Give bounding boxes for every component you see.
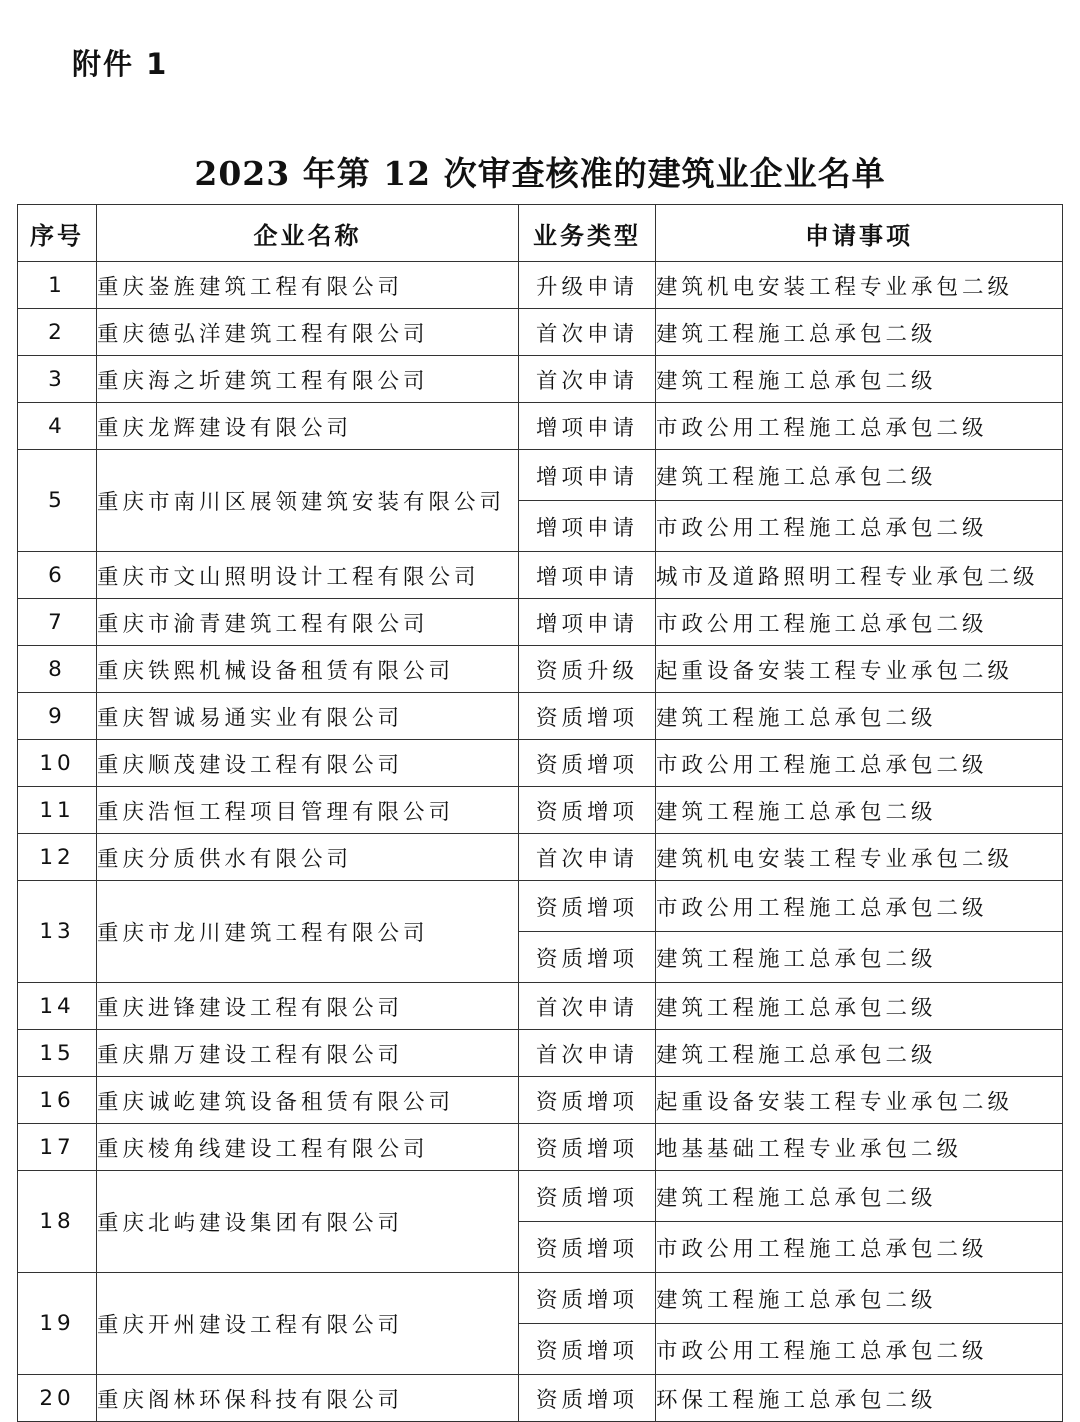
cell-business-type: 首次申请 — [519, 834, 656, 881]
cell-business-type: 增项申请 — [519, 599, 656, 646]
table-row — [18, 450, 1063, 501]
cell-application-item: 建筑工程施工总承包二级 — [656, 787, 1063, 834]
table-row — [18, 599, 1063, 646]
cell-company-name: 重庆市龙川建筑工程有限公司 — [97, 881, 519, 983]
table-header-row — [18, 205, 1063, 262]
cell-application-item: 市政公用工程施工总承包二级 — [656, 501, 1063, 552]
table-row — [18, 1375, 1063, 1422]
cell-company-name: 重庆分质供水有限公司 — [97, 834, 519, 881]
cell-seq: 11 — [18, 787, 97, 834]
cell-business-type: 资质增项 — [519, 1077, 656, 1124]
cell-company-name: 重庆铁熙机械设备租赁有限公司 — [97, 646, 519, 693]
cell-application-item: 起重设备安装工程专业承包二级 — [656, 1077, 1063, 1124]
cell-company-name: 重庆市南川区展领建筑安装有限公司 — [97, 450, 519, 552]
cell-company-name: 重庆进锋建设工程有限公司 — [97, 983, 519, 1030]
cell-seq: 6 — [18, 552, 97, 599]
cell-business-type: 资质增项 — [519, 740, 656, 787]
cell-seq: 17 — [18, 1124, 97, 1171]
table-row — [18, 834, 1063, 881]
cell-application-item: 建筑工程施工总承包二级 — [656, 1030, 1063, 1077]
cell-seq: 18 — [18, 1171, 97, 1273]
cell-company-name: 重庆崟旌建筑工程有限公司 — [97, 262, 519, 309]
cell-company-name: 重庆北屿建设集团有限公司 — [97, 1171, 519, 1273]
table-row — [18, 403, 1063, 450]
table-row — [18, 262, 1063, 309]
cell-seq: 13 — [18, 881, 97, 983]
table-row — [18, 1171, 1063, 1222]
cell-application-item: 环保工程施工总承包二级 — [656, 1375, 1063, 1422]
cell-application-item: 建筑机电安装工程专业承包二级 — [656, 262, 1063, 309]
cell-seq: 8 — [18, 646, 97, 693]
cell-seq: 20 — [18, 1375, 97, 1422]
cell-application-item: 建筑工程施工总承包二级 — [656, 693, 1063, 740]
cell-business-type: 资质增项 — [519, 881, 656, 932]
cell-seq: 14 — [18, 983, 97, 1030]
table-row — [18, 1124, 1063, 1171]
cell-application-item: 建筑机电安装工程专业承包二级 — [656, 834, 1063, 881]
table-row — [18, 740, 1063, 787]
table-row — [18, 552, 1063, 599]
cell-application-item: 建筑工程施工总承包二级 — [656, 309, 1063, 356]
cell-company-name: 重庆市渝青建筑工程有限公司 — [97, 599, 519, 646]
cell-business-type: 资质升级 — [519, 646, 656, 693]
table-row — [18, 646, 1063, 693]
cell-seq: 15 — [18, 1030, 97, 1077]
table-row — [18, 1077, 1063, 1124]
cell-application-item: 建筑工程施工总承包二级 — [656, 932, 1063, 983]
cell-seq: 7 — [18, 599, 97, 646]
enterprise-table — [17, 204, 1063, 1422]
cell-company-name: 重庆开州建设工程有限公司 — [97, 1273, 519, 1375]
table-row — [18, 787, 1063, 834]
cell-business-type: 增项申请 — [519, 501, 656, 552]
cell-application-item: 市政公用工程施工总承包二级 — [656, 1324, 1063, 1375]
cell-business-type: 资质增项 — [519, 1222, 656, 1273]
cell-application-item: 市政公用工程施工总承包二级 — [656, 403, 1063, 450]
cell-business-type: 资质增项 — [519, 787, 656, 834]
cell-application-item: 建筑工程施工总承包二级 — [656, 450, 1063, 501]
cell-company-name: 重庆浩恒工程项目管理有限公司 — [97, 787, 519, 834]
table-row — [18, 983, 1063, 1030]
cell-company-name: 重庆海之圻建筑工程有限公司 — [97, 356, 519, 403]
cell-seq: 19 — [18, 1273, 97, 1375]
cell-business-type: 资质增项 — [519, 1375, 656, 1422]
header-item: 申请事项 — [656, 205, 1063, 262]
cell-application-item: 起重设备安装工程专业承包二级 — [656, 646, 1063, 693]
cell-seq: 10 — [18, 740, 97, 787]
document-title: 2023 年第 12 次审查核准的建筑业企业名单 — [194, 154, 886, 193]
cell-company-name: 重庆阁林环保科技有限公司 — [97, 1375, 519, 1422]
cell-company-name: 重庆顺茂建设工程有限公司 — [97, 740, 519, 787]
cell-business-type: 增项申请 — [519, 450, 656, 501]
cell-company-name: 重庆市文山照明设计工程有限公司 — [97, 552, 519, 599]
cell-seq: 4 — [18, 403, 97, 450]
cell-business-type: 资质增项 — [519, 1273, 656, 1324]
cell-business-type: 资质增项 — [519, 1124, 656, 1171]
table-row — [18, 356, 1063, 403]
cell-seq: 12 — [18, 834, 97, 881]
cell-business-type: 首次申请 — [519, 1030, 656, 1077]
cell-application-item: 城市及道路照明工程专业承包二级 — [656, 552, 1063, 599]
cell-seq: 5 — [18, 450, 97, 552]
cell-seq: 9 — [18, 693, 97, 740]
cell-business-type: 资质增项 — [519, 1324, 656, 1375]
cell-company-name: 重庆棱角线建设工程有限公司 — [97, 1124, 519, 1171]
table-body — [18, 262, 1063, 1422]
cell-application-item: 建筑工程施工总承包二级 — [656, 1273, 1063, 1324]
cell-business-type: 首次申请 — [519, 309, 656, 356]
cell-application-item: 建筑工程施工总承包二级 — [656, 983, 1063, 1030]
cell-company-name: 重庆德弘洋建筑工程有限公司 — [97, 309, 519, 356]
cell-business-type: 增项申请 — [519, 552, 656, 599]
cell-application-item: 市政公用工程施工总承包二级 — [656, 740, 1063, 787]
header-type: 业务类型 — [519, 205, 656, 262]
cell-application-item: 建筑工程施工总承包二级 — [656, 356, 1063, 403]
cell-company-name: 重庆智诚易通实业有限公司 — [97, 693, 519, 740]
cell-application-item: 地基基础工程专业承包二级 — [656, 1124, 1063, 1171]
header-name: 企业名称 — [97, 205, 519, 262]
cell-business-type: 增项申请 — [519, 403, 656, 450]
cell-seq: 2 — [18, 309, 97, 356]
cell-business-type: 首次申请 — [519, 983, 656, 1030]
table-row — [18, 881, 1063, 932]
cell-application-item: 市政公用工程施工总承包二级 — [656, 599, 1063, 646]
cell-application-item: 市政公用工程施工总承包二级 — [656, 881, 1063, 932]
cell-application-item: 市政公用工程施工总承包二级 — [656, 1222, 1063, 1273]
cell-business-type: 升级申请 — [519, 262, 656, 309]
cell-seq: 3 — [18, 356, 97, 403]
cell-business-type: 资质增项 — [519, 932, 656, 983]
cell-business-type: 资质增项 — [519, 693, 656, 740]
table-row — [18, 693, 1063, 740]
cell-seq: 1 — [18, 262, 97, 309]
table-row — [18, 1030, 1063, 1077]
cell-business-type: 资质增项 — [519, 1171, 656, 1222]
cell-application-item: 建筑工程施工总承包二级 — [656, 1171, 1063, 1222]
cell-seq: 16 — [18, 1077, 97, 1124]
cell-business-type: 首次申请 — [519, 356, 656, 403]
attachment-label: 附件 1 — [72, 47, 169, 81]
header-seq: 序号 — [18, 205, 97, 262]
cell-company-name: 重庆鼎万建设工程有限公司 — [97, 1030, 519, 1077]
cell-company-name: 重庆诚屹建筑设备租赁有限公司 — [97, 1077, 519, 1124]
table-row — [18, 1273, 1063, 1324]
cell-company-name: 重庆龙辉建设有限公司 — [97, 403, 519, 450]
table-row — [18, 309, 1063, 356]
